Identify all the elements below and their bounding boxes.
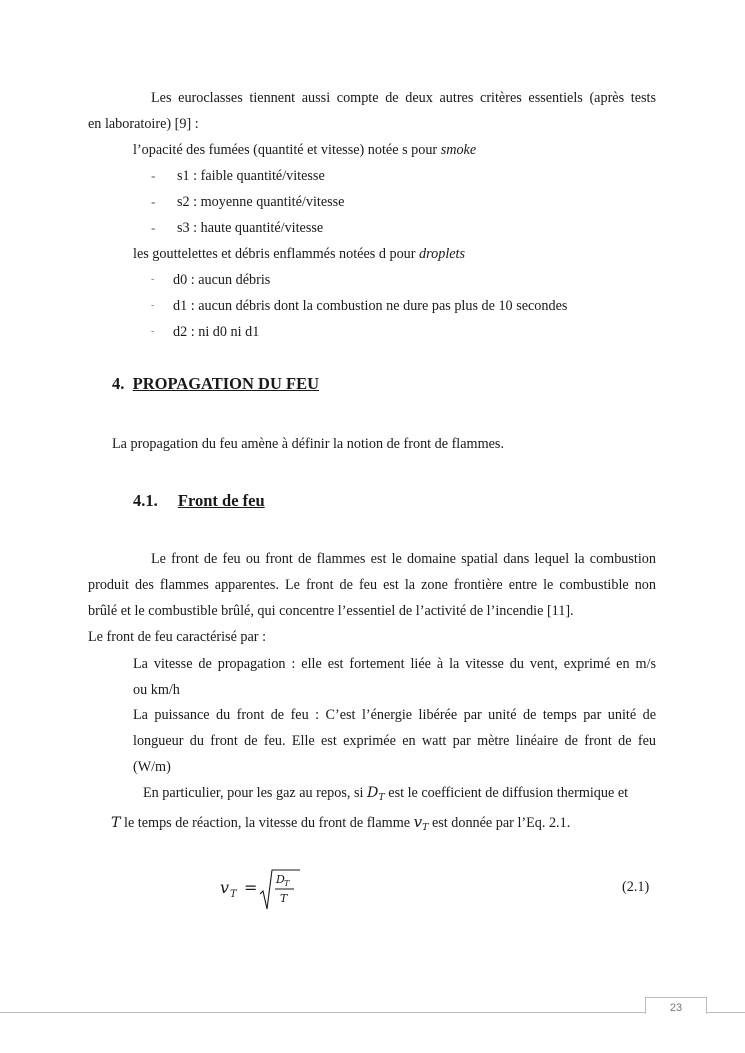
gas-line-2: [111, 813, 570, 837]
smoke-item-s2: s2 : moyenne quantité/vitesse: [177, 194, 345, 210]
eq-num-D: D: [276, 873, 285, 886]
euroclasses-line-2: en laboratoire) [9] :: [88, 116, 199, 132]
bullet-dash: -: [151, 194, 156, 209]
eq-equals: =: [244, 878, 258, 897]
droplet-item-d1: d1 : aucun débris dont la combustion ne dure pas plus de 10 secondes: [173, 298, 568, 314]
eq-lhs-sub: T: [230, 889, 237, 900]
section-4-1-heading: [133, 491, 265, 511]
smoke-item-s3: s3 : haute quantité/vitesse: [177, 220, 324, 236]
opacity-text: l’opacité des fumées (quantité et vitesse) notée s pour: [133, 142, 441, 158]
footer-rule: [0, 1012, 745, 1013]
section-4-number: 4.: [112, 374, 125, 393]
speed-line-1: La vitesse de propagation : elle est fortement liée à la vitesse du vent, exprimé en m/s: [133, 656, 656, 672]
droplet-item-d2: d2 : ni d0 ni d1: [173, 324, 260, 340]
bullet-dash: -: [151, 300, 155, 311]
section-4-intro: La propagation du feu amène à définir la notion de front de flammes.: [112, 436, 504, 452]
bullet-dash: -: [151, 168, 156, 183]
power-line-1: La puissance du front de feu : C’est l’énergie libérée par unité de temps par unité de: [133, 707, 656, 723]
smoke-item-s1: s1 : faible quantité/vitesse: [177, 168, 325, 184]
bullet-dash: -: [151, 274, 155, 285]
gas-line-1: [143, 784, 628, 807]
symbol-v-T: $v_T$: [413, 813, 429, 833]
section-4-1-number: 4.1.: [133, 491, 158, 510]
equation-2-1: [220, 868, 310, 914]
eq-num-sub: T: [284, 879, 290, 888]
power-line-3: (W/m): [133, 759, 171, 775]
droplets-italic-term: droplets: [419, 246, 466, 262]
euroclasses-line-1: Les euroclasses tiennent aussi compte de deux autres critères essentiels (après tests: [151, 90, 656, 106]
front-paragraph-line-3: brûlé et le combustible brûlé, qui concentre l’essentiel de l’activité de l’incendie [11].: [88, 603, 574, 619]
eq-lhs-v: v: [220, 878, 230, 897]
section-4-heading: [112, 374, 319, 394]
eq-den-T: T: [280, 892, 288, 905]
droplets-line: [133, 245, 465, 263]
gas-line-1-text-b: est le coefficient de diffusion thermique et: [384, 785, 629, 801]
droplets-text: les gouttelettes et débris enflammés notées d pour: [133, 246, 420, 262]
gas-line-1-text-a: En particulier, pour les gaz au repos, si: [143, 785, 367, 801]
front-characterized-line: Le front de feu caractérisé par :: [88, 629, 267, 645]
opacity-line: [133, 141, 476, 159]
gas-line-2-text-a: le temps de réaction, la vitesse du front de flamme: [120, 815, 414, 831]
front-paragraph-line-2: produit des flammes apparentes. Le front de feu est la zone frontière entre le combustible non: [88, 577, 656, 593]
equation-number: (2.1): [622, 879, 650, 895]
section-4-1-title: Front de feu: [177, 491, 265, 510]
bullet-dash: -: [151, 326, 155, 337]
page-number: 23: [645, 997, 707, 1014]
opacity-italic-term: smoke: [440, 142, 477, 158]
symbol-D-T: $D_T$: [367, 785, 385, 803]
section-4-title: PROPAGATION DU FEU: [132, 374, 320, 393]
droplet-item-d0: d0 : aucun débris: [173, 272, 271, 288]
front-paragraph-line-1: Le front de feu ou front de flammes est le domaine spatial dans lequel la combustion: [151, 551, 656, 567]
power-line-2: longueur du front de feu. Elle est exprimée en watt par mètre linéaire de front de feu: [133, 733, 656, 749]
gas-line-2-text-b: est donnée par l’Eq. 2.1.: [428, 815, 571, 831]
bullet-dash: -: [151, 220, 156, 235]
speed-line-2: ou km/h: [133, 682, 180, 698]
symbol-T: T: [111, 815, 121, 831]
